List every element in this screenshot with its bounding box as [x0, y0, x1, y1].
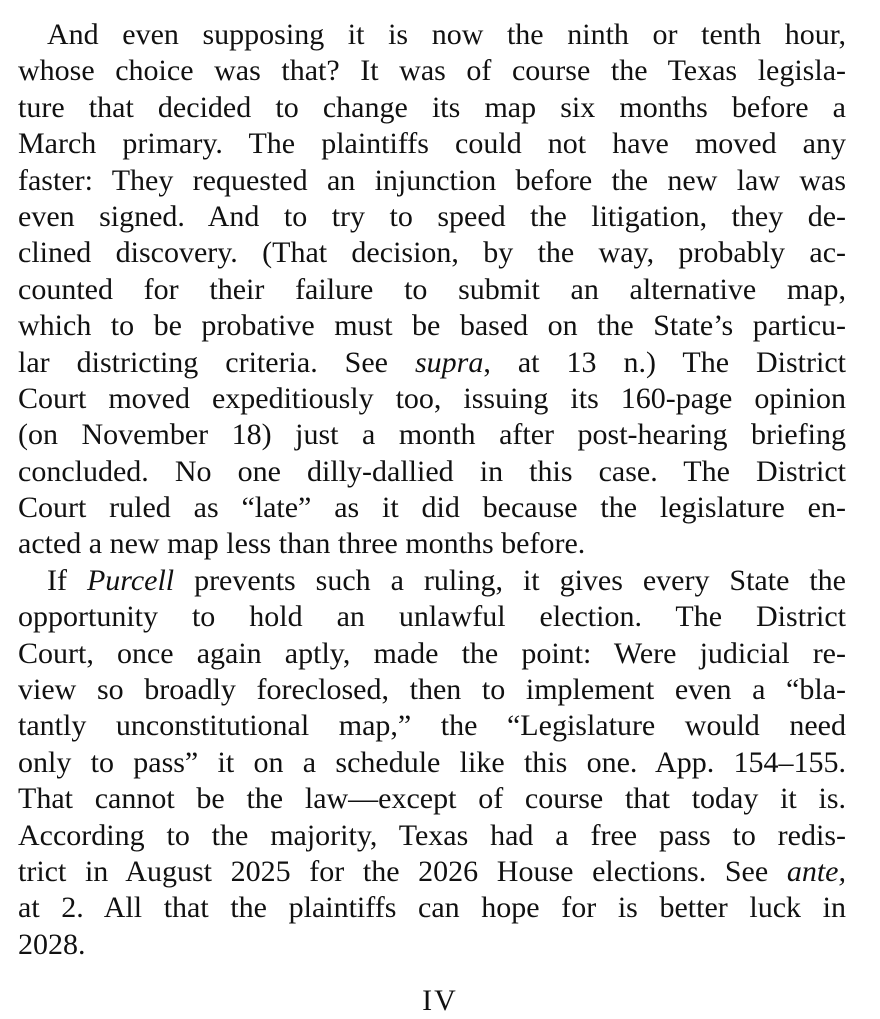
paragraph-1	[18, 17, 846, 563]
text-line: faster: They requested an injunction before the new law was	[18, 163, 846, 197]
text-line: which to be probative must be based on the State’s particu-	[18, 309, 846, 343]
citation-signal-supra: supra	[414, 345, 484, 379]
text-line: view so broadly foreclosed, then to implement even a “bla-	[18, 673, 846, 707]
paragraph-2	[18, 563, 846, 963]
text-line: According to the majority, Texas had a free pass to redis-	[18, 818, 846, 852]
text-line: concluded. No one dilly-dallied in this case. The District	[18, 454, 846, 488]
text-line: whose choice was that? It was of course the Texas legisla-	[18, 54, 846, 88]
text-line: clined discovery. (That decision, by the way, probably ac-	[18, 236, 846, 270]
text-line: even signed. And to try to speed the litigation, they de-	[18, 199, 846, 233]
text-line: opportunity to hold an unlawful election. The District	[18, 600, 846, 634]
text-line: counted for their failure to submit an alternative map,	[18, 272, 846, 306]
citation-signal-ante: ante,	[786, 854, 846, 888]
text-line: (on November 18) just a month after post-hearing briefing	[18, 418, 846, 452]
text-line: lar districting criteria. See supra, at 13 n.) The District	[18, 345, 846, 379]
text-line: Court, once again aptly, made the point: Were judicial re-	[18, 636, 846, 670]
text-line: Court ruled as “late” as it did because the legislature en-	[18, 491, 846, 525]
text-line: only to pass” it on a schedule like this one. App. 154–155.	[18, 745, 846, 779]
text-line: If Purcell prevents such a ruling, it gives every State the	[47, 563, 846, 597]
text-line: acted a new map less than three months before.	[18, 527, 586, 561]
text-line: tantly unconstitutional map,” the “Legislature would need	[18, 709, 846, 743]
text-line: And even supposing it is now the ninth or tenth hour,	[47, 18, 846, 51]
text-line: That cannot be the law—except of course that today it is.	[18, 782, 846, 816]
case-name-purcell: Purcell	[86, 563, 175, 597]
text-line: 2028.	[18, 927, 86, 961]
text-line: Court moved expeditiously too, issuing its 160-page opinion	[18, 381, 846, 415]
text-line: trict in August 2025 for the 2026 House elections. See ante,	[18, 854, 846, 888]
text-line: at 2. All that the plaintiffs can hope for is better luck in	[18, 891, 846, 925]
text-line: March primary. The plaintiffs could not have moved any	[18, 127, 846, 161]
text-line: ture that decided to change its map six months before a	[18, 90, 846, 124]
opinion-text	[18, 17, 846, 963]
section-heading: IV	[422, 984, 458, 1017]
